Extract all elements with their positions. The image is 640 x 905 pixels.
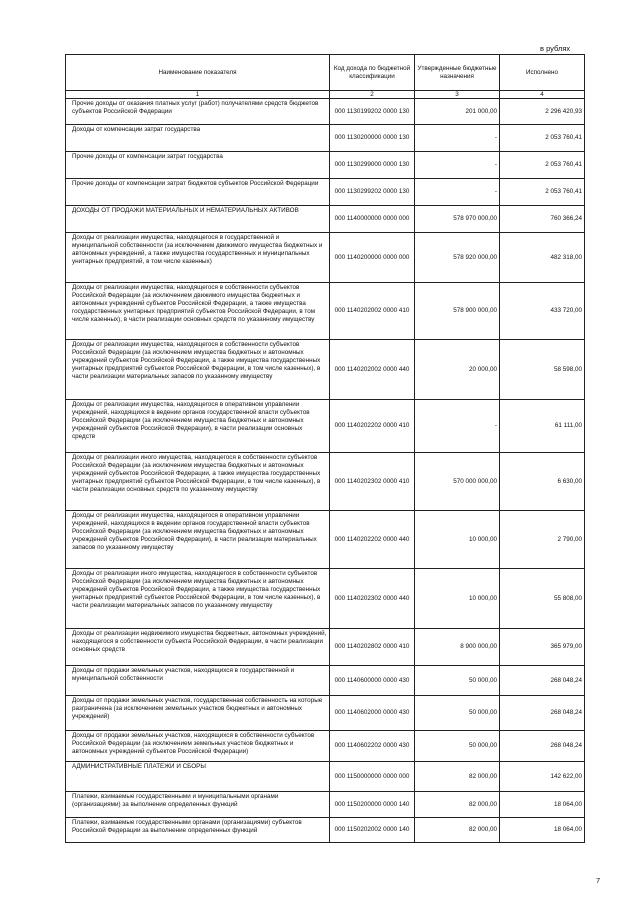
row-executed: 268 048,24 xyxy=(500,731,585,762)
row-approved: 8 900 000,00 xyxy=(415,629,500,666)
row-approved: 82 000,00 xyxy=(415,792,500,818)
row-name: Доходы от продажи земельных участков, находящихся в государственной и муниципальной собственности xyxy=(66,666,330,696)
table-row xyxy=(66,762,585,792)
row-code: 000 1150202002 0000 140 xyxy=(330,818,415,843)
row-executed: 268 048,24 xyxy=(500,666,585,696)
table-row xyxy=(66,569,585,629)
row-approved: 50 000,00 xyxy=(415,731,500,762)
row-executed: 2 053 760,41 xyxy=(500,179,585,206)
row-name: Платежи, взимаемые государственными и муниципальными органами (организациями) за выполнение определенных функций xyxy=(66,792,330,818)
table-row xyxy=(66,179,585,206)
row-executed: 6 630,00 xyxy=(500,453,585,511)
table-row xyxy=(66,666,585,696)
row-code: 000 1140602202 0000 430 xyxy=(330,731,415,762)
row-approved: - xyxy=(415,400,500,453)
row-name: Доходы от реализации имущества, находящегося в оперативном управлении учреждений, находящихся в ведении органов государственной власти субъектов Российской Федерации (за исключением имущества бюджетных и автономных учреждений субъектов Российской Федерации), в части реализации основных средств xyxy=(66,400,330,453)
row-approved: 201 000,00 xyxy=(415,99,500,125)
header-row xyxy=(66,55,585,91)
table-row xyxy=(66,511,585,569)
row-name: Доходы от реализации иного имущества, находящегося в собственности субъектов Российской Федерации (за исключением имущества бюджетных и автономных учреждений субъектов Российской Федерации, а также имущества государственных унитарных предприятий субъектов Российской Федерации, в том числе казенных), в части реализации материальных запасов по указанному имуществу xyxy=(66,569,330,629)
row-code: 000 1140202002 0000 440 xyxy=(330,340,415,400)
row-name: Доходы от реализации иного имущества, находящегося в собственности субъектов Российской Федерации (за исключением имущества бюджетных и автономных учреждений субъектов Российской Федерации, а также имущества государственных унитарных предприятий субъектов Российской Федерации, в том числе казенных), в части реализации основных средств по указанному имуществу xyxy=(66,453,330,511)
row-code: 000 1140000000 0000 000 xyxy=(330,206,415,233)
row-approved: 578 970 000,00 xyxy=(415,206,500,233)
column-number: 1 xyxy=(66,91,330,99)
table-row xyxy=(66,629,585,666)
table-row xyxy=(66,340,585,400)
row-code: 000 1130299202 0000 130 xyxy=(330,179,415,206)
row-code: 000 1150200000 0000 140 xyxy=(330,792,415,818)
row-executed: 18 064,00 xyxy=(500,818,585,843)
header-executed: Исполнено xyxy=(500,55,585,91)
row-executed: 760 366,24 xyxy=(500,206,585,233)
row-executed: 61 111,00 xyxy=(500,400,585,453)
row-code: 000 1130200000 0000 130 xyxy=(330,125,415,152)
row-name: АДМИНИСТРАТИВНЫЕ ПЛАТЕЖИ И СБОРЫ xyxy=(66,762,330,792)
table-row xyxy=(66,233,585,283)
column-number-row xyxy=(66,91,585,99)
table-row xyxy=(66,731,585,762)
row-name: Прочие доходы от компенсации затрат бюджетов субъектов Российской Федерации xyxy=(66,179,330,206)
row-approved: 82 000,00 xyxy=(415,818,500,843)
header-code: Код дохода по бюджетной классификации xyxy=(330,55,415,91)
row-approved: 50 000,00 xyxy=(415,696,500,731)
row-approved: 10 000,00 xyxy=(415,569,500,629)
row-executed: 2 790,00 xyxy=(500,511,585,569)
row-code: 000 1140202002 0000 410 xyxy=(330,283,415,340)
row-code: 000 1150000000 0000 000 xyxy=(330,762,415,792)
page-number: 7 xyxy=(596,876,601,885)
table-row xyxy=(66,400,585,453)
header-name: Наименование показателя xyxy=(66,55,330,91)
row-code: 000 1130299000 0000 130 xyxy=(330,152,415,179)
row-approved: 50 000,00 xyxy=(415,666,500,696)
table-row xyxy=(66,283,585,340)
row-approved: 578 900 000,00 xyxy=(415,283,500,340)
row-name: Прочие доходы от оказания платных услуг (работ) получателями средств бюджетов субъектов Российской Федерации xyxy=(66,99,330,125)
row-executed: 58 598,00 xyxy=(500,340,585,400)
table-row xyxy=(66,206,585,233)
row-name: Прочие доходы от компенсации затрат государства xyxy=(66,152,330,179)
row-executed: 142 622,00 xyxy=(500,762,585,792)
unit-label: в рублях xyxy=(540,44,571,53)
row-code: 000 1140202302 0000 440 xyxy=(330,569,415,629)
revenue-table xyxy=(65,54,585,843)
row-executed: 365 979,00 xyxy=(500,629,585,666)
row-executed: 2 053 760,41 xyxy=(500,125,585,152)
row-approved: - xyxy=(415,179,500,206)
row-executed: 268 048,24 xyxy=(500,696,585,731)
row-code: 000 1140202802 0000 410 xyxy=(330,629,415,666)
row-code: 000 1140600000 0000 430 xyxy=(330,666,415,696)
table-row xyxy=(66,99,585,125)
row-name: Доходы от реализации имущества, находящегося в собственности субъектов Российской Федерации (за исключением имущества бюджетных и автономных учреждений субъектов Российской Федерации, а также имущества государственных унитарных предприятий субъектов Российской Федерации, в том числе казенных), в части реализации материальных запасов по указанному имуществу xyxy=(66,340,330,400)
row-executed: 2 053 760,41 xyxy=(500,152,585,179)
row-name: Доходы от реализации недвижимого имущества бюджетных, автономных учреждений, находящегося в собственности субъекта Российской Федерации, в части реализации основных средств xyxy=(66,629,330,666)
column-number: 3 xyxy=(415,91,500,99)
row-code: 000 1140200000 0000 000 xyxy=(330,233,415,283)
row-code: 000 1140602000 0000 430 xyxy=(330,696,415,731)
column-number: 2 xyxy=(330,91,415,99)
row-executed: 18 064,00 xyxy=(500,792,585,818)
table-row xyxy=(66,818,585,843)
row-name: Доходы от продажи земельных участков, находящихся в собственности субъектов Российской Федерации (за исключением земельных участков бюджетных и автономных учреждений субъектов Российской Федерации) xyxy=(66,731,330,762)
row-approved: 570 000 000,00 xyxy=(415,453,500,511)
row-executed: 55 808,00 xyxy=(500,569,585,629)
row-approved: 578 920 000,00 xyxy=(415,233,500,283)
table-row xyxy=(66,792,585,818)
row-approved: - xyxy=(415,152,500,179)
table-row xyxy=(66,152,585,179)
row-approved: - xyxy=(415,125,500,152)
column-number: 4 xyxy=(500,91,585,99)
row-name: Платежи, взимаемые государственными органами (организациями) субъектов Российской Федерации за выполнение определенных функций xyxy=(66,818,330,843)
row-name: Доходы от реализации имущества, находящегося в государственной и муниципальной собственности (за исключением движимого имущества бюджетных и автономных учреждений, а также имущества государственных и муниципальных унитарных предприятий, в том числе казенных) xyxy=(66,233,330,283)
row-code: 000 1140202302 0000 410 xyxy=(330,453,415,511)
row-approved: 20 000,00 xyxy=(415,340,500,400)
row-approved: 82 000,00 xyxy=(415,762,500,792)
header-approved: Утвержденные бюджетные назначения xyxy=(415,55,500,91)
row-approved: 10 000,00 xyxy=(415,511,500,569)
row-name: ДОХОДЫ ОТ ПРОДАЖИ МАТЕРИАЛЬНЫХ И НЕМАТЕРИАЛЬНЫХ АКТИВОВ xyxy=(66,206,330,233)
row-name: Доходы от реализации имущества, находящегося в собственности субъектов Российской Федерации (за исключением движимого имущества бюджетных и автономных учреждений субъектов Российской Федерации, а также имущества государственных унитарных предприятий субъектов Российской Федерации, в том числе казенных), в части реализации основных средств по указанному имуществу xyxy=(66,283,330,340)
row-name: Доходы от реализации имущества, находящегося в оперативном управлении учреждений, находящихся в ведении органов государственной власти субъектов Российской Федерации (за исключением имущества бюджетных и автономных учреждений субъектов Российской Федерации), в части реализации материальных запасов по указанному имуществу xyxy=(66,511,330,569)
row-code: 000 1140202202 0000 440 xyxy=(330,511,415,569)
table-row xyxy=(66,696,585,731)
row-name: Доходы от компенсации затрат государства xyxy=(66,125,330,152)
row-code: 000 1130199202 0000 130 xyxy=(330,99,415,125)
table-row xyxy=(66,125,585,152)
row-executed: 482 318,00 xyxy=(500,233,585,283)
row-executed: 2 296 420,93 xyxy=(500,99,585,125)
table-row xyxy=(66,453,585,511)
row-name: Доходы от продажи земельных участков, государственная собственность на которые разграничена (за исключением земельных участков бюджетных и автономных учреждений) xyxy=(66,696,330,731)
row-executed: 433 720,00 xyxy=(500,283,585,340)
row-code: 000 1140202202 0000 410 xyxy=(330,400,415,453)
